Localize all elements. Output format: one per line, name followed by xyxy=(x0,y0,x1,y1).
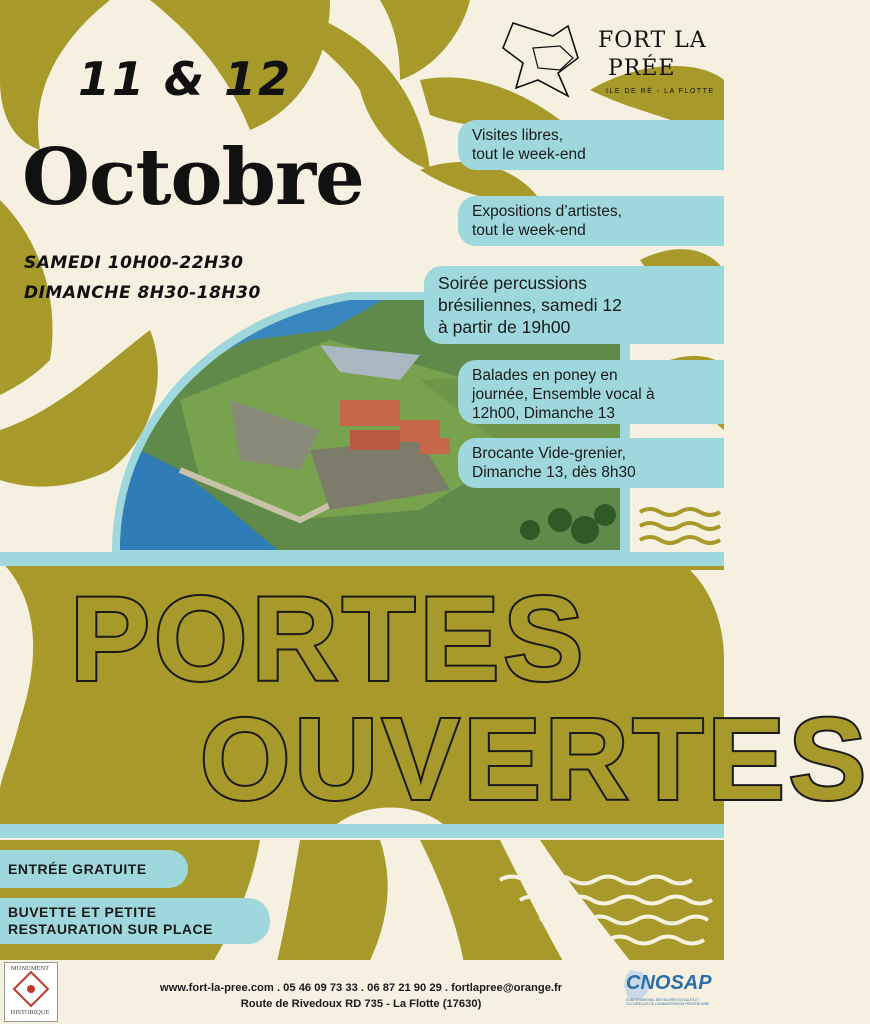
activity-line: à partir de 19h00 xyxy=(438,317,571,337)
activity-flea-market xyxy=(458,438,724,488)
activity-percussion xyxy=(424,266,724,344)
logo-name-line2: PRÉE xyxy=(608,56,676,81)
activity-exhibitions xyxy=(458,196,724,246)
hours-sunday: DIMANCHE 8H30-18H30 xyxy=(24,283,261,303)
activity-line: tout le week-end xyxy=(472,146,586,163)
cnosap-name: CNOSAP xyxy=(626,972,712,994)
activity-pony-choir xyxy=(458,360,724,424)
event-dates: 11 & 12 xyxy=(78,52,293,106)
title-ouvertes: OUVERTES xyxy=(200,694,870,824)
food-line: RESTAURATION SUR PLACE xyxy=(8,921,213,937)
free-entry-badge: ENTRÉE GRATUITE xyxy=(0,850,188,888)
activity-line: journée, Ensemble vocal à xyxy=(472,386,655,403)
activity-line: 12h00, Dimanche 13 xyxy=(472,405,616,422)
footer-address: Route de Rivedoux RD 735 - La Flotte (17630) xyxy=(240,998,482,1010)
activity-line: Visites libres, xyxy=(472,127,564,144)
monument-label-bottom: HISTORIQUE xyxy=(10,1009,50,1016)
activity-line: Expositions d’artistes, xyxy=(472,203,622,220)
cnosap-logo xyxy=(622,968,718,1020)
title-portes: PORTES xyxy=(70,572,588,706)
hours-saturday: SAMEDI 10H00-22H30 xyxy=(24,253,244,273)
wave-lines xyxy=(640,509,720,543)
labyrinth-icon xyxy=(17,975,45,1003)
cnosap-subtitle: COMITÉ NATIONAL DES ŒUVRES SOCIALES ET CULTURELLES DE L'ADMINISTRATION PÉNITENTIAIRE xyxy=(626,998,710,1006)
monument-historique-badge xyxy=(4,962,58,1022)
activity-free-visits xyxy=(458,120,724,170)
food-drink-badge xyxy=(0,898,270,944)
logo-name-line1: FORT LA xyxy=(598,28,707,53)
monument-label-top: MONUMENT xyxy=(10,965,50,972)
fort-la-pree-logo xyxy=(498,18,715,98)
activity-line: Brocante Vide-grenier, xyxy=(472,445,626,462)
logo-subtitle: ILE DE RÉ - LA FLOTTE xyxy=(606,88,715,95)
event-month: Octobre xyxy=(22,132,364,223)
food-line: BUVETTE ET PETITE xyxy=(8,904,157,920)
activity-line: Dimanche 13, dès 8h30 xyxy=(472,464,636,481)
activity-line: brésiliennes, samedi 12 xyxy=(438,295,622,315)
footer-contact: www.fort-la-pree.com . 05 46 09 73 33 . 06 87 21 90 29 . fortlapree@orange.fr xyxy=(159,982,563,994)
fort-star-icon xyxy=(498,18,598,98)
activity-line: tout le week-end xyxy=(472,222,586,239)
activity-line: Soirée percussions xyxy=(438,273,587,293)
activity-line: Balades en poney en xyxy=(472,367,618,384)
